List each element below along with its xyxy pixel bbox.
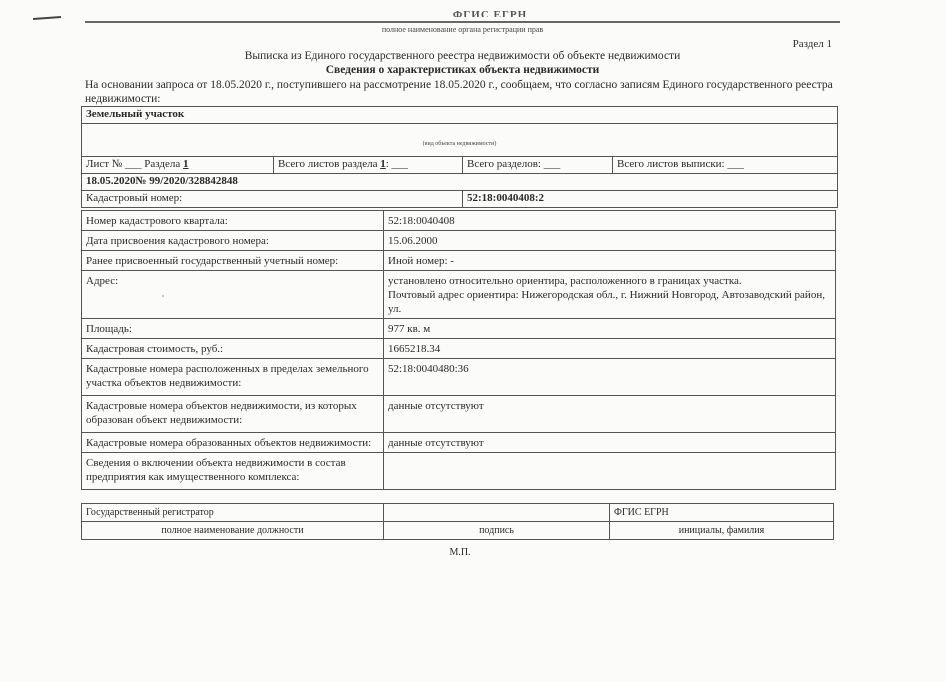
row-label: Номер кадастрового квартала: bbox=[82, 211, 384, 231]
address-line-2: Почтовый адрес ориентира: Нижегородская обл., г. Нижний Новгород, Автозаводский район, ул. bbox=[388, 289, 825, 315]
cadastral-number-label: Кадастровый номер: bbox=[82, 191, 463, 208]
row-label: Кадастровые номера образованных объектов недвижимости: bbox=[82, 433, 384, 453]
table-row bbox=[82, 433, 836, 453]
total-sheets-extract: Всего листов выписки: ___ bbox=[613, 157, 838, 174]
row-value: 977 кв. м bbox=[384, 319, 836, 339]
intro-text: На основании запроса от 18.05.2020 г., поступившего на рассмотрение 18.05.2020 г., сообщаем, что согласно записям Единого государственного реестра недвижимости: bbox=[85, 79, 833, 105]
object-type: Земельный участок bbox=[82, 107, 838, 124]
registrar-position: Государственный регистратор bbox=[82, 504, 384, 522]
row-value: 1665218.34 bbox=[384, 339, 836, 359]
table-row bbox=[82, 396, 836, 433]
table-row bbox=[82, 453, 836, 490]
row-label: Кадастровая стоимость, руб.: bbox=[82, 339, 384, 359]
date-number: 18.05.2020№ 99/2020/328842848 bbox=[82, 174, 838, 191]
row-label: Сведения о включении объекта недвижимости в состав предприятия как имущественного комплекса: bbox=[82, 453, 384, 490]
row-label: Кадастровые номера объектов недвижимости, из которых образован объект недвижимости: bbox=[82, 396, 384, 433]
row-label: Площадь: bbox=[82, 319, 384, 339]
registrar-signature bbox=[384, 504, 610, 522]
table-row bbox=[82, 211, 836, 231]
table-row bbox=[82, 359, 836, 396]
name-caption: инициалы, фамилия bbox=[610, 522, 834, 540]
sheet-number: Лист № ___ Раздела 1 bbox=[82, 157, 274, 174]
row-value: 52:18:0040408 bbox=[384, 211, 836, 231]
row-label: Адрес: bbox=[82, 271, 384, 319]
row-value: Иной номер: - bbox=[384, 251, 836, 271]
table-row bbox=[82, 231, 836, 251]
row-label: Кадастровые номера расположенных в пределах земельного участка объектов недвижимости: bbox=[82, 359, 384, 396]
total-sections: Всего разделов: ___ bbox=[463, 157, 613, 174]
object-header-table bbox=[81, 106, 838, 208]
section-label: Раздел 1 bbox=[792, 38, 832, 50]
object-type-caption: (вид объекта недвижимости) bbox=[82, 124, 838, 157]
row-value: данные отсутствуют bbox=[384, 396, 836, 433]
row-label: Дата присвоения кадастрового номера: bbox=[82, 231, 384, 251]
table-row bbox=[82, 251, 836, 271]
document-subtitle: Сведения о характеристиках объекта недвижимости bbox=[325, 64, 600, 76]
org-caption: полное наименование органа регистрации прав bbox=[381, 25, 544, 34]
table-row bbox=[82, 271, 836, 319]
characteristics-table bbox=[81, 210, 836, 490]
pen-mark bbox=[33, 16, 61, 20]
cadastral-number-value: 52:18:0040408:2 bbox=[463, 191, 838, 208]
address-line-1: установлено относительно ориентира, расположенного в границах участка. bbox=[388, 275, 742, 287]
org-underline bbox=[85, 21, 840, 23]
table-row bbox=[82, 339, 836, 359]
signature-caption: подпись bbox=[384, 522, 610, 540]
row-label: Ранее присвоенный государственный учетный номер: bbox=[82, 251, 384, 271]
stamp-place: М.П. bbox=[449, 547, 471, 558]
position-caption: полное наименование должности bbox=[82, 522, 384, 540]
document-title: Выписка из Единого государственного реестра недвижимости об объекте недвижимости bbox=[244, 50, 681, 62]
row-value: данные отсутствуют bbox=[384, 433, 836, 453]
row-value: 52:18:0040480:36 bbox=[384, 359, 836, 396]
row-value: 15.06.2000 bbox=[384, 231, 836, 251]
scan-speck bbox=[162, 295, 164, 297]
registrar-name: ФГИС ЕГРН bbox=[610, 504, 834, 522]
row-value bbox=[384, 271, 836, 319]
table-row bbox=[82, 319, 836, 339]
total-sheets-section: Всего листов раздела 1: ___ bbox=[274, 157, 463, 174]
signature-table bbox=[81, 503, 834, 540]
org-name: ФГИС ЕГРН bbox=[452, 9, 528, 17]
row-value bbox=[384, 453, 836, 490]
